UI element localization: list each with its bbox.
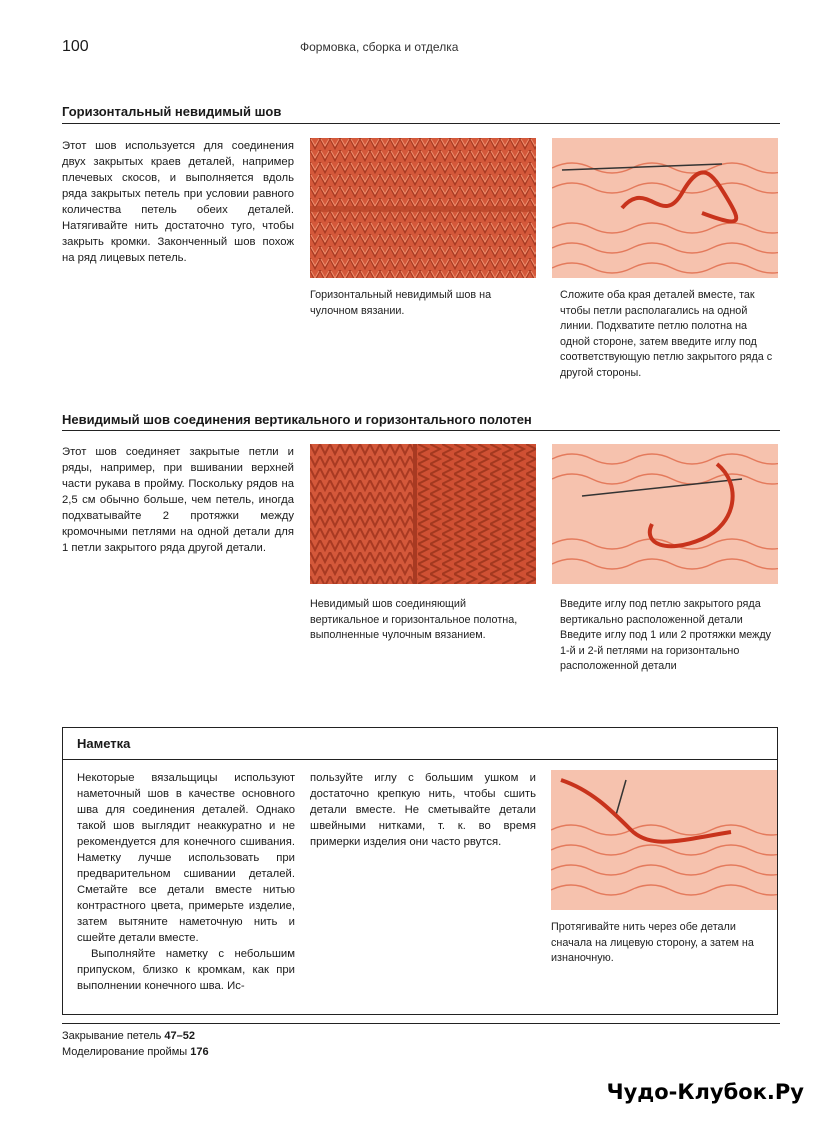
section-title-vertical-horizontal-seam: Невидимый шов соединения вертикального и горизонтального полотен xyxy=(62,412,532,427)
note-paragraph-1: Некоторые вязальщицы используют наметочный шов в качестве основного шва для соединения деталей. Однако такой шов выглядит неаккуратно и не рекомендуется для конечного сшивания. Наметку лучше использовать при предварительном сшивании деталей. Сметайте все детали вместе нитью контрастного цвета, примерьте изделие, затем вытяните наметочную нить и сшейте детали вместе. xyxy=(77,772,295,944)
cross-reference-pages: 176 xyxy=(190,1046,209,1058)
page-number: 100 xyxy=(62,38,89,55)
site-watermark: Чудо-Клубок.Ру xyxy=(606,1080,804,1104)
cross-reference-2 xyxy=(62,1046,209,1058)
running-head: Формовка, сборка и отделка xyxy=(300,40,459,54)
note-column-2: пользуйте иглу с большим ушком и достаточно крепкую нить, чтобы сшить детали вместе. Не сметывайте детали швейными нитками, т. к. во время примерки изделия они часто рвутся. xyxy=(310,772,536,848)
seam-illustration-2 xyxy=(552,444,778,584)
section-divider xyxy=(62,430,780,431)
photo-caption-2: Невидимый шов соединяющий вертикальное и горизонтальное полотна, выполненные чулочным вязанием. xyxy=(310,598,518,641)
cross-reference-pages: 47–52 xyxy=(164,1030,196,1042)
cross-reference-1 xyxy=(62,1030,195,1042)
section-title-horizontal-seam: Горизонтальный невидимый шов xyxy=(62,104,282,119)
knitted-seam-photo-1 xyxy=(310,138,536,278)
seam-illustration-1 xyxy=(552,138,778,278)
note-column-1 xyxy=(77,770,295,994)
section-divider xyxy=(62,123,780,124)
basting-illustration-caption: Протягивайте нить через обе детали сначала на лицевую сторону, а затем на изнаночную. xyxy=(551,921,754,964)
note-divider xyxy=(63,759,777,760)
cross-reference-text: Моделирование проймы xyxy=(62,1046,188,1058)
footer-divider xyxy=(62,1023,780,1024)
knitted-seam-photo-2 xyxy=(310,444,536,584)
section1-body: Этот шов используется для соединения двух закрытых краев деталей, например плечевых скосов, и выполняется вдоль ряда закрытых петель при условии равного количества петель обеих деталей. Натягивайте нить достаточно туго, чтобы закрыть кромки. Законченный шов похож на ряд лицевых петель. xyxy=(62,140,294,264)
basting-illustration xyxy=(551,770,777,910)
illustration-caption-2: Введите иглу под петлю закрытого ряда вертикально расположенной детали Введите иглу под 1 или 2 протяжки между 1-й и 2-й петлями на горизонтально расположенной детали xyxy=(560,598,772,672)
illustration-caption-1: Сложите оба края деталей вместе, так чтобы петли располагались на одной линии. Подхватите петлю полотна на одной стороне, затем введите иглу под соответствующую петлю закрытого ряда с другой стороны. xyxy=(560,289,773,379)
section2-body: Этот шов соединяет закрытые петли и ряды, например, при вшивании верхней части рукава в пройму. Поскольку рядов на 2,5 см обычно больше, чем петель, иногда подхватывайте 2 протяжки между кромочными петлями на одной детали для 1 петли закрытого ряда другой детали. xyxy=(62,446,294,554)
cross-reference-text: Закрывание петель xyxy=(62,1030,162,1042)
photo-caption-1: Горизонтальный невидимый шов на чулочном вязании. xyxy=(310,289,492,317)
note-paragraph-2: Выполняйте наметку с небольшим припуском, близко к кромкам, как при выполнении конечного шва. Ис- xyxy=(77,948,295,992)
note-title: Наметка xyxy=(77,736,131,751)
basting-note-box xyxy=(62,727,778,1015)
